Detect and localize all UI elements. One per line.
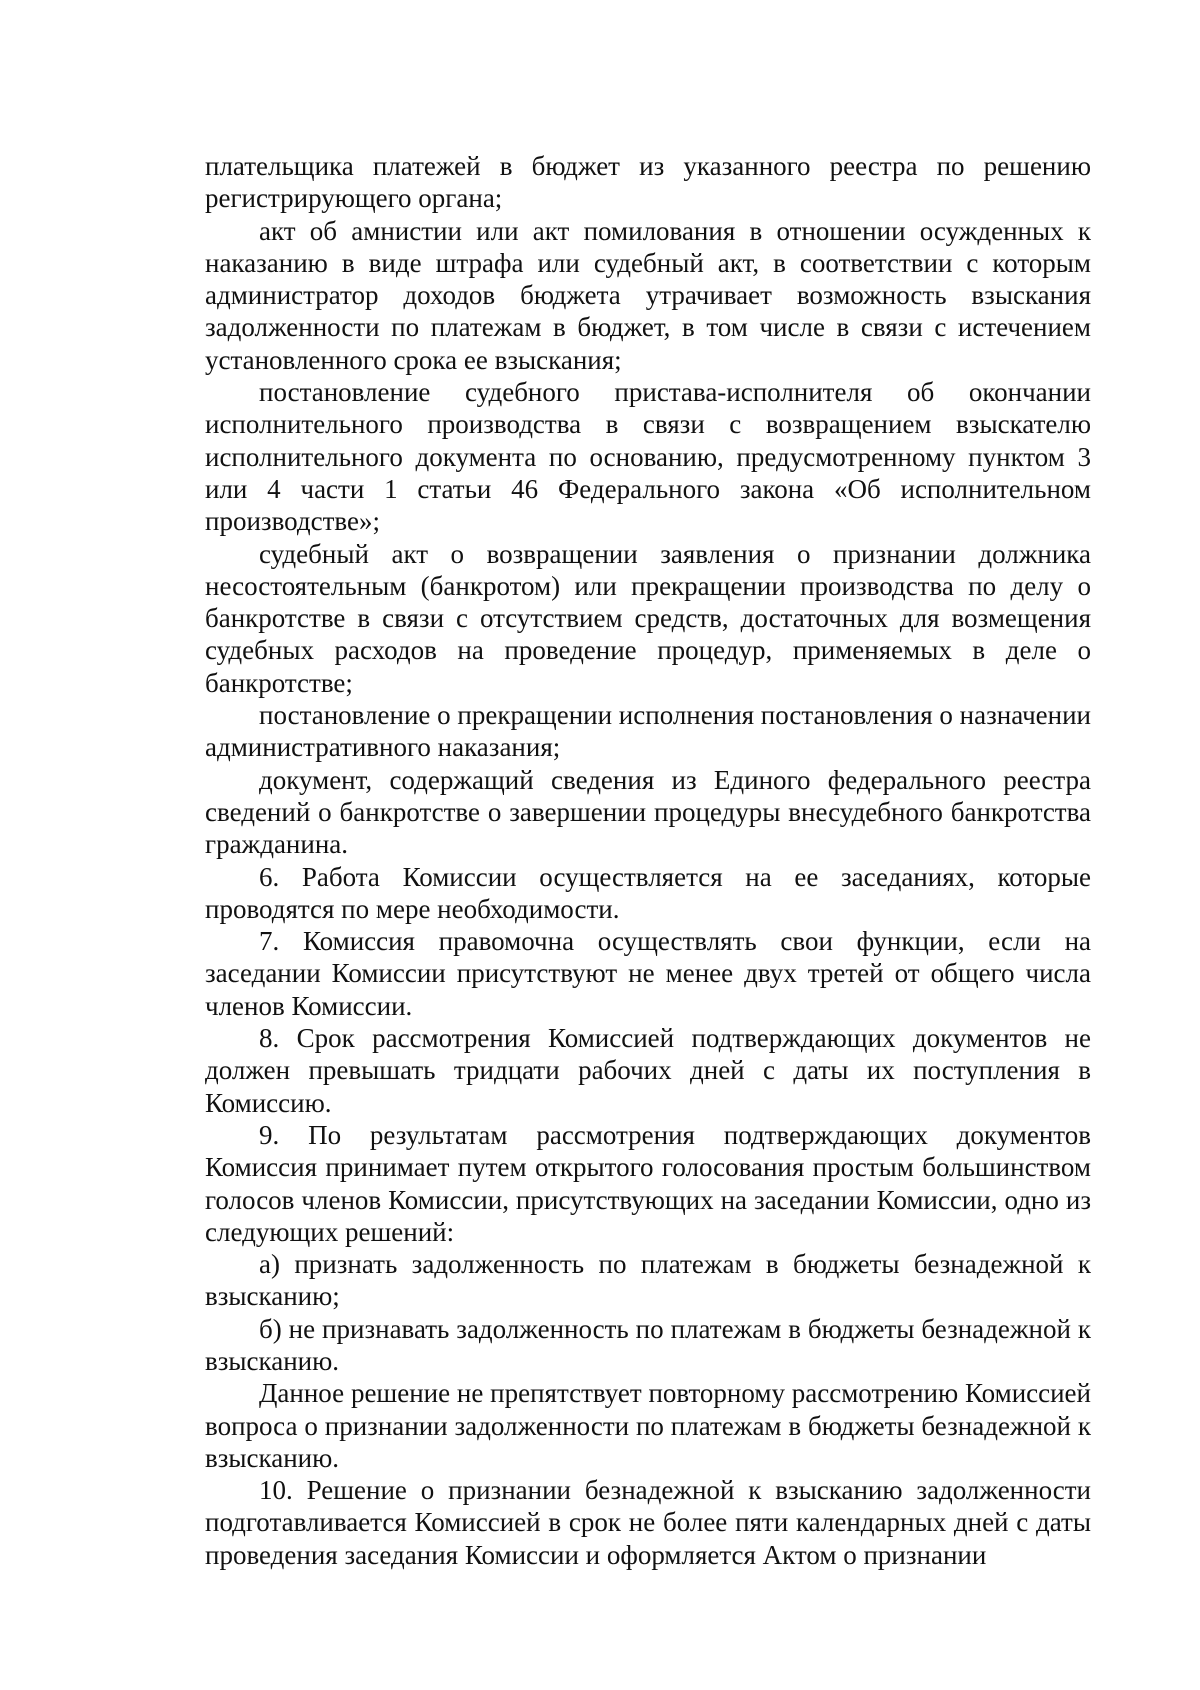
paragraph-item-6: 6. Работа Комиссии осуществляется на ее заседаниях, которые проводятся по мере необходимости. [205, 861, 1091, 924]
paragraph-payer-registry: плательщика платежей в бюджет из указанного реестра по решению регистрирующего органа; [205, 151, 1091, 214]
paragraph-decision-note: Данное решение не препятствует повторному рассмотрению Комиссией вопроса о признании задолженности по платежам в бюджеты безнадежной к взысканию. [205, 1378, 1091, 1473]
paragraph-bankruptcy-court-act: судебный акт о возвращении заявления о признании должника несостоятельным (банкротом) или прекращении производства по делу о банкротстве в связи с отсутствием средств, достаточных для возмещения судебных расходов на проведение процедур, применяемых в деле о банкротстве; [205, 538, 1091, 698]
paragraph-item-10: 10. Решение о признании безнадежной к взысканию задолженности подготавливается Комиссией в срок не более пяти календарных дней с даты проведения заседания Комиссии и оформляется Актом о признании [205, 1475, 1091, 1570]
paragraph-amnesty-act: акт об амнистии или акт помилования в отношении осужденных к наказанию в виде штрафа или судебный акт, в соответствии с которым администратор доходов бюджета утрачивает возможность взыскания задолженности по платежам в бюджет, в том числе в связи с истечением установленного срока ее взыскания; [205, 215, 1091, 375]
paragraph-item-9b: б) не признавать задолженность по платежам в бюджеты безнадежной к взысканию. [205, 1313, 1091, 1376]
paragraph-item-7: 7. Комиссия правомочна осуществлять свои функции, если на заседании Комиссии присутствуют не менее двух третей от общего числа членов Комиссии. [205, 926, 1091, 1021]
paragraph-termination-resolution: постановление о прекращении исполнения постановления о назначении административного наказания; [205, 700, 1092, 763]
paragraph-item-9a: а) признать задолженность по платежам в бюджеты безнадежной к взысканию; [205, 1249, 1091, 1312]
document-page [205, 150, 1091, 1571]
paragraph-bankruptcy-registry: документ, содержащий сведения из Единого федерального реестра сведений о банкротстве о завершении процедуры внесудебного банкротства гражданина. [205, 764, 1091, 860]
paragraph-item-9: 9. По результатам рассмотрения подтверждающих документов Комиссия принимает путем открытого голосования простым большинством голосов членов Комиссии, присутствующих на заседании Комиссии, одно из следующих решений: [205, 1119, 1091, 1247]
paragraph-bailiff-resolution: постановление судебного пристава-исполнителя об окончании исполнительного производства в связи с возвращением взыскателю исполнительного документа по основанию, предусмотренному пунктом 3 или 4 части 1 статьи 46 Федерального закона «Об исполнительном производстве»; [205, 377, 1091, 537]
paragraph-item-8: 8. Срок рассмотрения Комиссией подтверждающих документов не должен превышать тридцати рабочих дней с даты их поступления в Комиссию. [205, 1023, 1091, 1118]
